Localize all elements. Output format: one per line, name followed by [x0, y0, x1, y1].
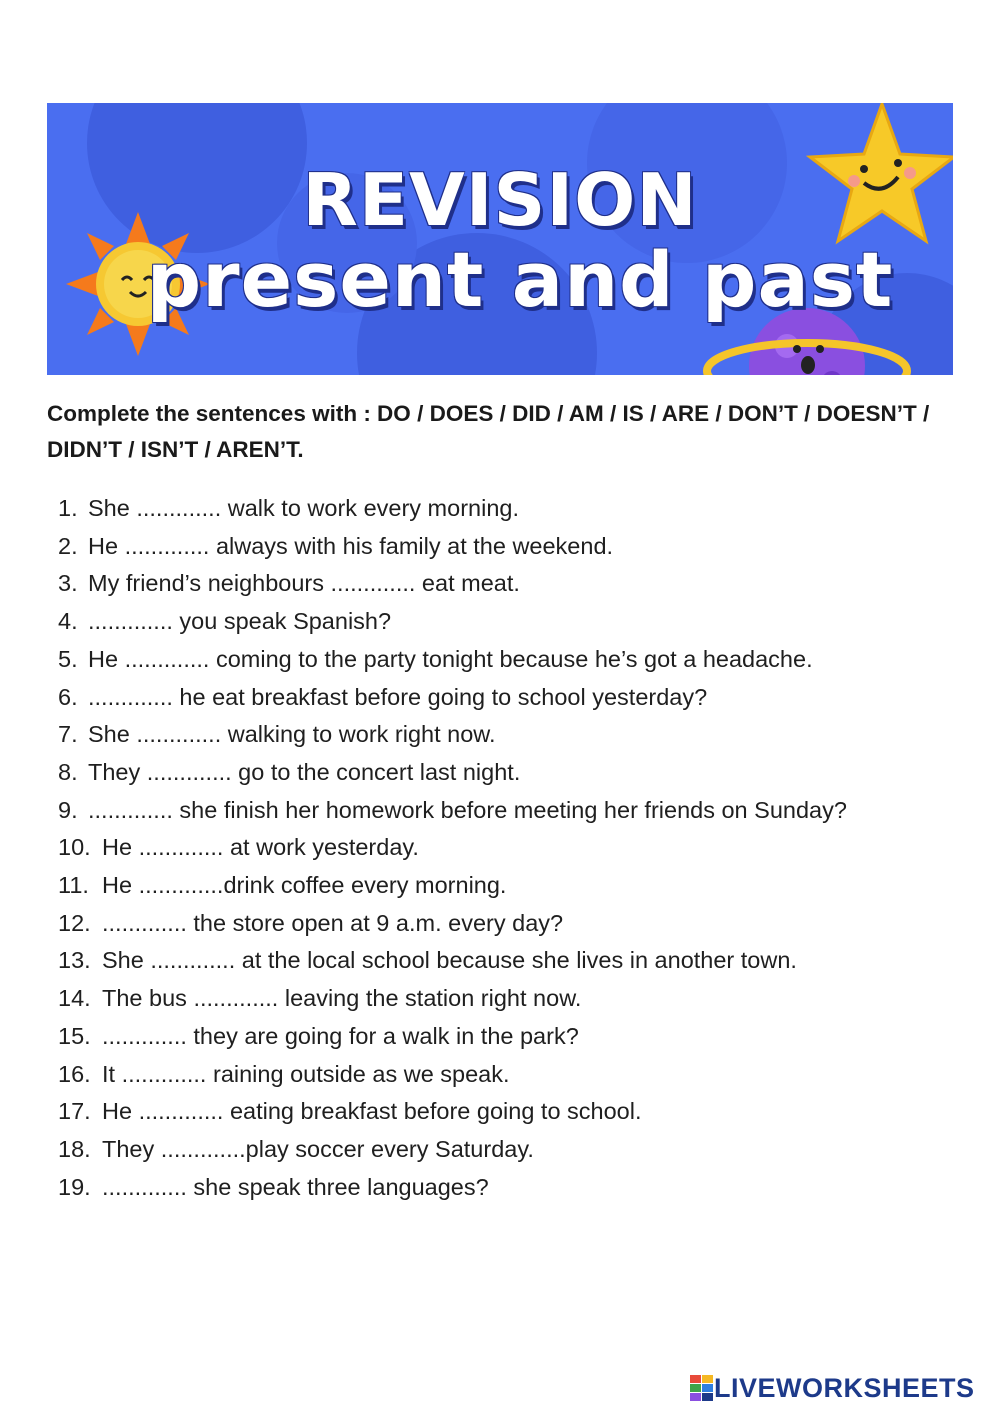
list-item: 1. She ............. walk to work every morning.: [58, 495, 519, 521]
list-item: 10. He ............. at work yesterday.: [58, 834, 419, 861]
list-item: 15. ............. they are going for a walk in the park?: [58, 1022, 579, 1049]
instructions: Complete the sentences with : DO / DOES / DID / AM / IS / ARE / DON’T / DOESN’T / DIDN’T / ISN’T / AREN’T.: [47, 401, 930, 462]
title-line-2: present and past: [146, 235, 894, 324]
logo-text: LIVEWORKSHEETS: [714, 1372, 975, 1403]
list-item: 3. My friend’s neighbours ............. eat meat.: [58, 570, 520, 597]
list-item: 9. ............. she finish her homework before meeting her friends on Sunday?: [58, 796, 847, 823]
list-item: 16. It ............. raining outside as we speak.: [58, 1060, 510, 1087]
list-item: 19. ............. she speak three languages?: [58, 1173, 489, 1200]
header-banner: [47, 103, 953, 375]
list-item: 2. He ............. always with his family at the weekend.: [58, 532, 614, 559]
sentence-list: [58, 490, 958, 1206]
liveworksheets-logo-icon: [690, 1375, 714, 1401]
list-item: 18. They .............play soccer every Saturday.: [58, 1135, 534, 1162]
list-item: 8. They ............. go to the concert last night.: [58, 758, 521, 785]
title-line-1: REVISION: [302, 158, 698, 242]
list-item: 17. He ............. eating breakfast before going to school.: [58, 1098, 642, 1125]
list-item: 13. She ............. at the local school because she lives in another town.: [58, 947, 797, 974]
list-item: 12. ............. the store open at 9 a.m. every day?: [58, 909, 564, 936]
list-item: 11. He .............drink coffee every morning.: [58, 872, 507, 899]
list-item: 4. ............. you speak Spanish?: [58, 608, 392, 635]
liveworksheets-logo[interactable]: [690, 1373, 975, 1403]
list-item: 6. ............. he eat breakfast before going to school yesterday?: [58, 683, 708, 710]
list-item: 14. The bus ............. leaving the station right now.: [58, 985, 582, 1012]
list-item: 5. He ............. coming to the party tonight because he’s got a headache.: [58, 645, 813, 672]
list-item: 7. She ............. walking to work right now.: [58, 721, 496, 748]
